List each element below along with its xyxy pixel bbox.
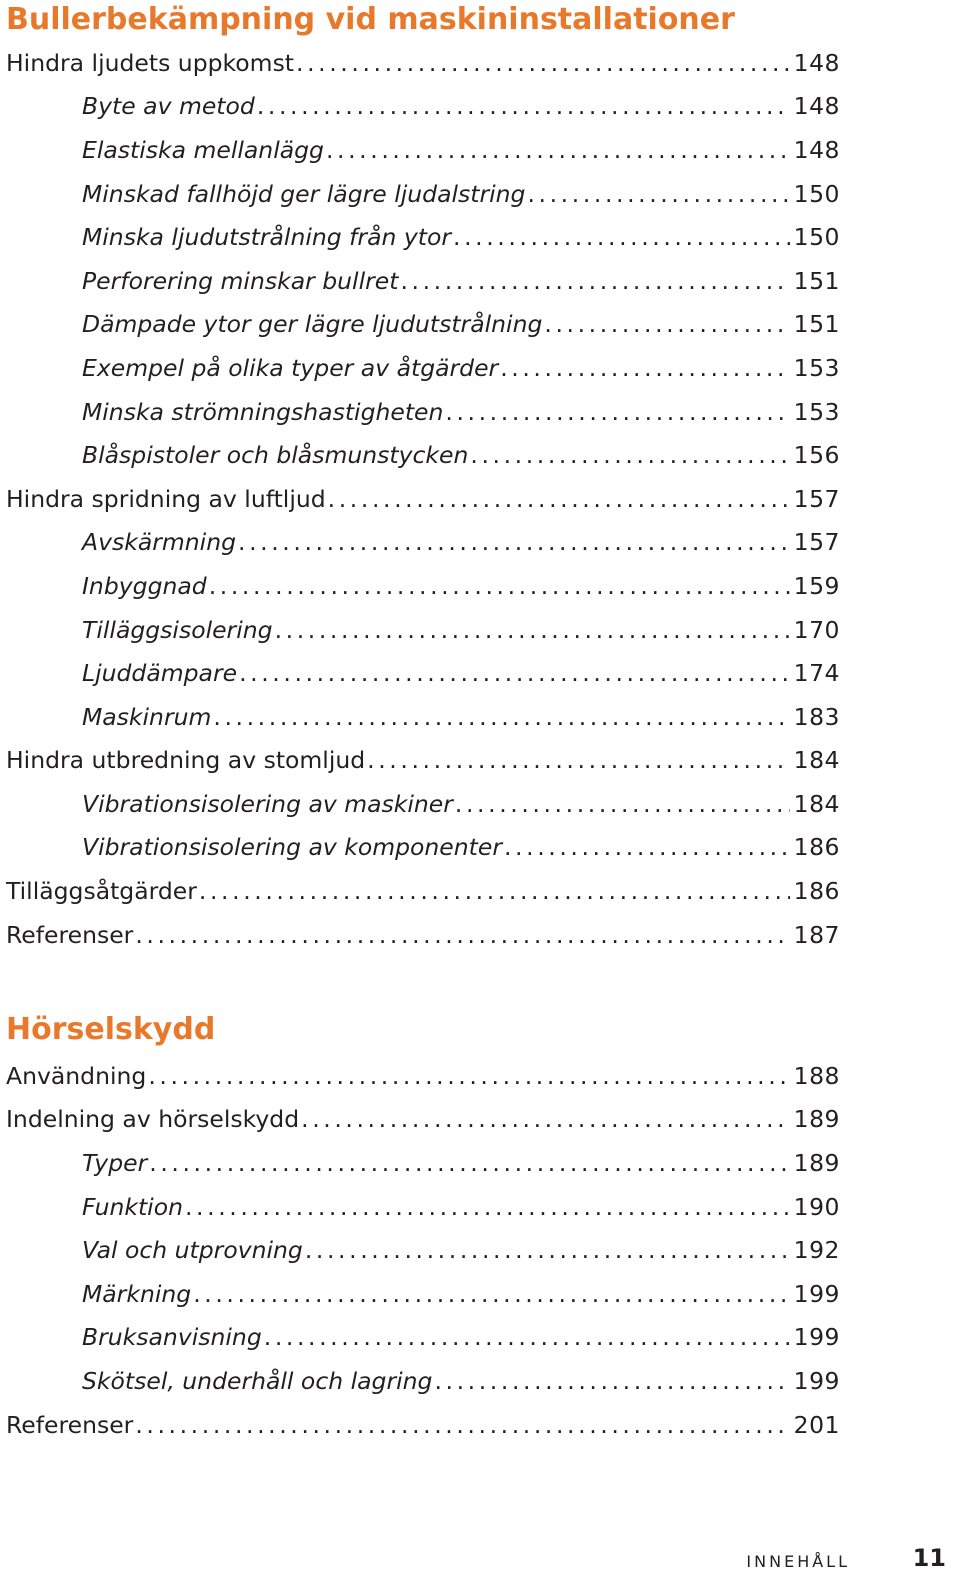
toc-entry[interactable] — [82, 608, 840, 652]
toc-entry[interactable] — [82, 564, 840, 608]
toc-entry-page: 184 — [793, 789, 840, 818]
toc-entry-label: Vibrationsisolering av maskiner — [82, 789, 453, 818]
dot-leader — [209, 571, 790, 601]
toc-entry[interactable] — [6, 739, 840, 783]
toc-entry[interactable] — [82, 826, 840, 870]
toc-entry-label: Minskad fallhöjd ger lägre ljudalstring — [82, 179, 526, 208]
toc-entry[interactable] — [82, 433, 840, 477]
toc-entry-page: 189 — [793, 1148, 840, 1177]
toc-entry-label: Skötsel, underhåll och lagring — [82, 1366, 433, 1395]
dot-leader — [500, 353, 789, 383]
dot-leader — [400, 266, 789, 296]
toc-entry-page: 190 — [793, 1192, 840, 1221]
dot-leader — [296, 48, 790, 78]
toc-entry-page: 148 — [793, 135, 840, 164]
toc-entry-label: Funktion — [82, 1192, 183, 1221]
toc-entry-page: 174 — [793, 659, 840, 688]
toc-entry[interactable] — [82, 1316, 840, 1360]
dot-leader — [199, 876, 790, 906]
section-title: Hörselskydd — [6, 1012, 216, 1047]
dot-leader — [238, 527, 790, 557]
toc-entry-label: Typer — [82, 1148, 148, 1177]
toc-entry-page: 199 — [793, 1279, 840, 1308]
toc-entry-page: 189 — [793, 1105, 840, 1134]
toc-entry[interactable] — [82, 1141, 840, 1185]
toc-entry[interactable] — [82, 1185, 840, 1229]
toc-entry-page: 151 — [793, 310, 840, 339]
dot-leader — [193, 1279, 789, 1309]
toc-entry-label: Referenser — [6, 1410, 134, 1439]
toc-entry[interactable] — [6, 869, 840, 913]
toc-entry-label: Val och utprovning — [82, 1236, 303, 1265]
dot-leader — [434, 1366, 789, 1396]
toc-entry-page: 151 — [793, 266, 840, 295]
toc-entry[interactable] — [82, 651, 840, 695]
toc-entry[interactable] — [82, 782, 840, 826]
toc-entry-label: Perforering minskar bullret — [82, 266, 399, 295]
toc-entry[interactable] — [82, 521, 840, 565]
toc-list — [0, 1054, 960, 1446]
toc-entry[interactable] — [6, 41, 840, 85]
toc-entry-label: Blåspistoler och blåsmunstycken — [82, 441, 469, 470]
dot-leader — [239, 658, 790, 688]
toc-entry-label: Dämpade ytor ger lägre ljudutstrålning — [82, 310, 543, 339]
toc-entry-page: 148 — [793, 92, 840, 121]
toc-entry-label: Tilläggsåtgärder — [6, 877, 197, 906]
toc-entry-label: Avskärmning — [82, 528, 237, 557]
dot-leader — [544, 309, 789, 339]
toc-entry-page: 187 — [793, 920, 840, 949]
page-footer — [660, 1540, 960, 1580]
toc-entry-label: Referenser — [6, 920, 134, 949]
toc-entry[interactable] — [82, 1228, 840, 1272]
toc-entry-page: 199 — [793, 1323, 840, 1352]
toc-entry-label: Ljuddämpare — [82, 659, 238, 688]
dot-leader — [135, 920, 789, 950]
toc-entry[interactable] — [82, 695, 840, 739]
toc-entry-label: Bruksanvisning — [82, 1323, 262, 1352]
dot-leader — [305, 1235, 790, 1265]
toc-entry[interactable] — [82, 215, 840, 259]
dot-leader — [470, 440, 789, 470]
toc-entry[interactable] — [82, 390, 840, 434]
section-title: Bullerbekämpning vid maskininstallationer — [6, 2, 735, 37]
toc-entry-page: 157 — [793, 484, 840, 513]
toc-entry-page: 186 — [793, 877, 840, 906]
dot-leader — [527, 179, 789, 209]
toc-entry-label: Elastiska mellanlägg — [82, 135, 324, 164]
toc-entry-label: Indelning av hörselskydd — [6, 1105, 300, 1134]
dot-leader — [326, 135, 790, 165]
page-number: 11 — [912, 1544, 946, 1572]
dot-leader — [149, 1148, 789, 1178]
toc-entry-label: Inbyggnad — [82, 571, 207, 600]
toc-entry-page: 148 — [793, 48, 840, 77]
toc-entry-page: 156 — [793, 441, 840, 470]
toc-entry-page: 157 — [793, 528, 840, 557]
toc-entry-page: 153 — [793, 353, 840, 382]
toc-entry-label: Minska strömningshastigheten — [82, 397, 444, 426]
toc-entry[interactable] — [6, 1054, 840, 1098]
toc-entry[interactable] — [82, 259, 840, 303]
toc-entry[interactable] — [82, 1359, 840, 1403]
dot-leader — [445, 397, 789, 427]
toc-entry-page: 184 — [793, 746, 840, 775]
toc-entry[interactable] — [82, 346, 840, 390]
toc-entry-label: Byte av metod — [82, 92, 255, 121]
toc-entry-label: Hindra utbredning av stomljud — [6, 746, 366, 775]
toc-entry-page: 170 — [793, 615, 840, 644]
toc-entry-label: Tilläggsisolering — [82, 615, 273, 644]
toc-entry[interactable] — [82, 1272, 840, 1316]
toc-entry-label: Exempel på olika typer av åtgärder — [82, 353, 499, 382]
dot-leader — [367, 745, 789, 775]
dot-leader — [275, 615, 790, 645]
toc-entry[interactable] — [82, 172, 840, 216]
toc-entry-page: 183 — [793, 702, 840, 731]
toc-list — [0, 41, 960, 956]
toc-entry-page: 150 — [793, 179, 840, 208]
dot-leader — [504, 832, 790, 862]
toc-entry-label: Märkning — [82, 1279, 192, 1308]
toc-entry-page: 192 — [793, 1236, 840, 1265]
toc-entry[interactable] — [6, 477, 840, 521]
dot-leader — [301, 1104, 790, 1134]
dot-leader — [264, 1322, 790, 1352]
toc-entry-page: 201 — [793, 1410, 840, 1439]
dot-leader — [148, 1061, 789, 1091]
dot-leader — [455, 789, 790, 819]
toc-entry-page: 159 — [793, 571, 840, 600]
dot-leader — [328, 484, 790, 514]
toc-entry-page: 188 — [793, 1061, 840, 1090]
toc-entry-label: Användning — [6, 1061, 147, 1090]
dot-leader — [135, 1410, 789, 1440]
toc-entry-label: Vibrationsisolering av komponenter — [82, 833, 502, 862]
toc-entry-page: 150 — [793, 223, 840, 252]
toc-entry-label: Hindra ljudets uppkomst — [6, 48, 295, 77]
dot-leader — [453, 222, 790, 252]
toc-entry[interactable] — [6, 1098, 840, 1142]
toc-entry-page: 186 — [793, 833, 840, 862]
toc-entry-label: Minska ljudutstrålning från ytor — [82, 223, 452, 252]
toc-entry-page: 199 — [793, 1366, 840, 1395]
toc-entry[interactable] — [82, 128, 840, 172]
toc-entry[interactable] — [82, 85, 840, 129]
toc-entry-label: Hindra spridning av luftljud — [6, 484, 326, 513]
dot-leader — [257, 91, 790, 121]
toc-entry[interactable] — [82, 303, 840, 347]
dot-leader — [185, 1192, 790, 1222]
toc-entry-label: Maskinrum — [82, 702, 212, 731]
toc-entry[interactable] — [6, 913, 840, 957]
toc-entry-page: 153 — [793, 397, 840, 426]
footer-label: INNEHÅLL — [746, 1552, 850, 1571]
toc-entry[interactable] — [6, 1403, 840, 1447]
dot-leader — [213, 702, 789, 732]
